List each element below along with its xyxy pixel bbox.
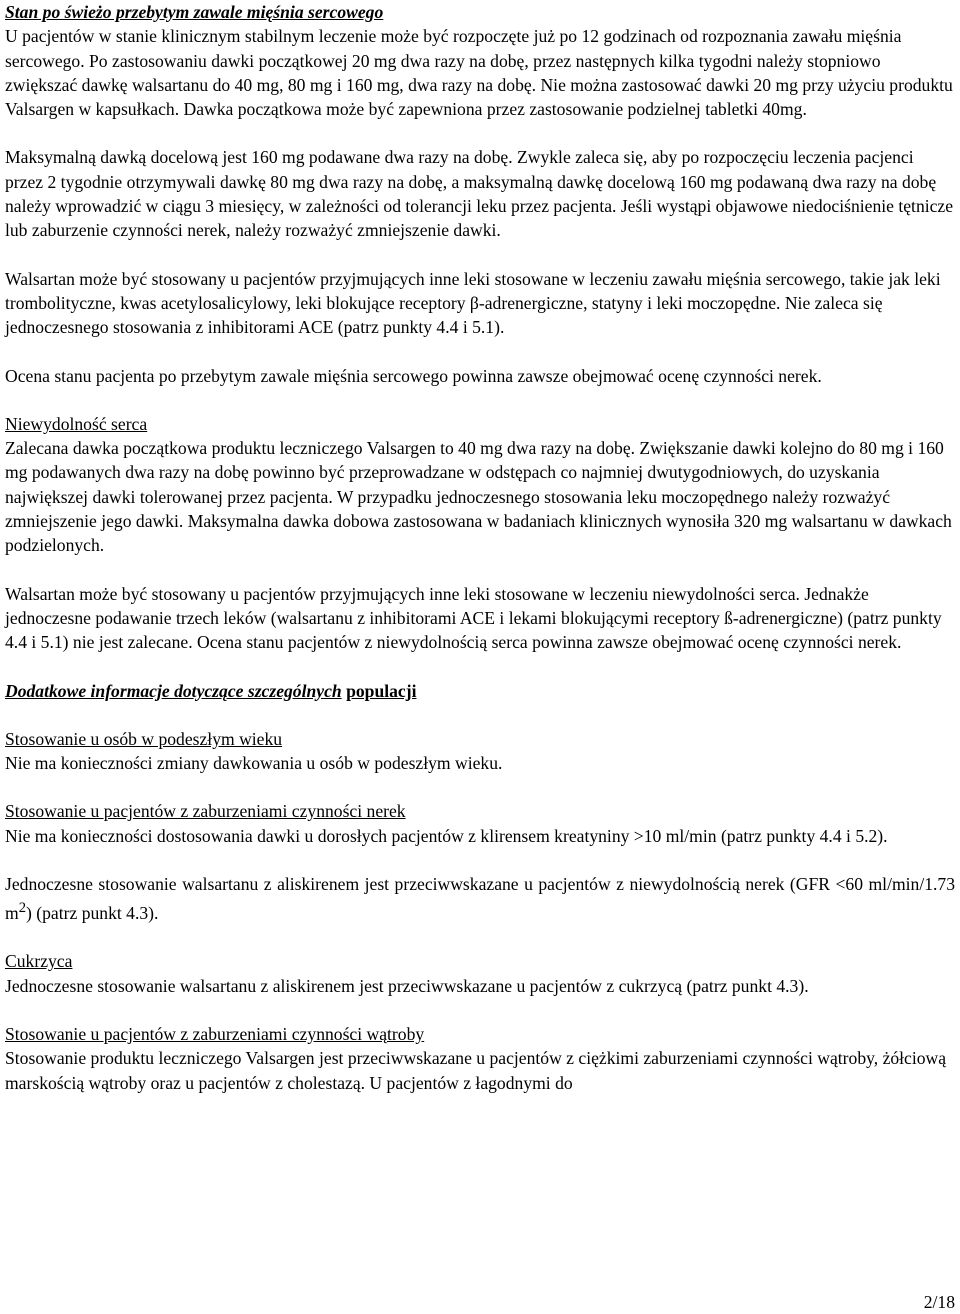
page-number: 2/18 xyxy=(923,1292,955,1312)
heading-heart-failure: Niewydolność serca xyxy=(5,413,148,434)
document-page xyxy=(5,0,955,1095)
heading-hepatic: Stosowanie u pacjentów z zaburzeniami czynności wątroby xyxy=(5,1024,425,1045)
paragraph: Ocena stanu pacjenta po przebytym zawale mięśnia sercowego powinna zawsze obejmować ocenę czynności nerek. xyxy=(5,365,822,386)
paragraph: Stosowanie produktu leczniczego Valsargen jest przeciwwskazane u pacjentów z ciężkimi zaburzeniami czynności wątroby, żółciową marskością wątroby oraz u pacjentów z cholestazą. U pacjentów z łagodnymi do xyxy=(5,1048,947,1093)
heading-special-part1: Dodatkowe informacje dotyczące szczególnych xyxy=(5,680,342,701)
text-run: ) (patrz punkt 4.3). xyxy=(26,903,159,924)
paragraph xyxy=(5,872,955,925)
heading-elderly: Stosowanie u osób w podeszłym wieku xyxy=(5,728,283,749)
superscript: 2 xyxy=(18,900,27,917)
text-run: Jednoczesne stosowanie walsartanu z aliskirenem jest przeciwwskazane u pacjentów z niewydolnością nerek (GFR <60 ml/min/1.73 m xyxy=(5,874,955,924)
paragraph: Zalecana dawka początkowa produktu leczniczego Valsargen to 40 mg dwa razy na dobę. Zwiększanie dawki kolejno do 80 mg i 160 mg podawanych dwa razy na dobę powinno być przeprowadzane w odstępach co najmniej dwutygodniowych, do uzyskania największej dawki tolerowanej przez pacjenta. W przypadku jednoczesnego stosowania leku moczopędnego należy rozważyć zmniejszenie jego dawki. Maksymalna dawka dobowa zastosowana w badaniach klinicznych wynosiła 320 mg walsartanu w dawkach podzielonych. xyxy=(5,438,952,556)
paragraph: Nie ma konieczności dostosowania dawki u dorosłych pacjentów z klirensem kreatyniny >10 ml/min (patrz punkty 4.4 i 5.2). xyxy=(5,825,888,846)
paragraph: Nie ma konieczności zmiany dawkowania u osób w podeszłym wieku. xyxy=(5,753,503,774)
paragraph: Walsartan może być stosowany u pacjentów przyjmujących inne leki stosowane w leczeniu niewydolności serca. Jednakże jednoczesne podawanie trzech leków (walsartanu z inhibitorami ACE i lekami blokującymi receptory ß-adrenergiczne) (patrz punkty 4.4 i 5.1) nie jest zalecane. Ocena stanu pacjentów z niewydolnością serca powinna zawsze obejmować ocenę czynności nerek. xyxy=(5,583,942,653)
heading-renal: Stosowanie u pacjentów z zaburzeniami czynności nerek xyxy=(5,801,406,822)
heading-special-populations xyxy=(5,679,955,703)
paragraph: U pacjentów w stanie klinicznym stabilnym leczenie może być rozpoczęte już po 12 godzinach od rozpoznania zawału mięśnia sercowego. Po zastosowaniu dawki początkowej 20 mg dwa razy na dobę, przez następnych kilka tygodni należy stopniowo zwiększać dawkę walsartanu do 40 mg, 80 mg i 160 mg, dwa razy na dobę. Nie można zastosować dawki 20 mg przy użyciu produktu Valsargen w kapsułkach. Dawka początkowa może być zapewniona przez zastosowanie podzielnej tabletki 40mg. xyxy=(5,26,953,120)
paragraph: Walsartan może być stosowany u pacjentów przyjmujących inne leki stosowane w leczeniu zawału mięśnia sercowego, takie jak leki trombolityczne, kwas acetylosalicylowy, leki blokujące receptory β-adrenergiczne, statyny i leki moczopędne. Nie zaleca się jednoczesnego stosowania z inhibitorami ACE (patrz punkty 4.4 i 5.1). xyxy=(5,268,941,338)
paragraph: Maksymalną dawką docelową jest 160 mg podawane dwa razy na dobę. Zwykle zaleca się, aby po rozpoczęciu leczenia pacjenci przez 2 tygodnie otrzymywali dawkę 80 mg dwa razy na dobę, a maksymalną dawkę docelową 160 mg podawaną dwa razy na dobę należy wprowadzić w ciągu 3 miesięcy, w zależności od tolerancji leku przez pacjenta. Jeśli wystąpi objawowe niedociśnienie tętnicze lub zaburzenie czynności nerek, należy rozważyć zmniejszenie dawki. xyxy=(5,147,954,241)
heading-special-part2: populacji xyxy=(346,680,417,701)
heading-stemi: Stan po świeżo przebytym zawale mięśnia sercowego xyxy=(5,2,384,22)
heading-diabetes: Cukrzyca xyxy=(5,951,73,972)
paragraph: Jednoczesne stosowanie walsartanu z aliskirenem jest przeciwwskazane u pacjentów z cukrzycą (patrz punkt 4.3). xyxy=(5,975,809,996)
